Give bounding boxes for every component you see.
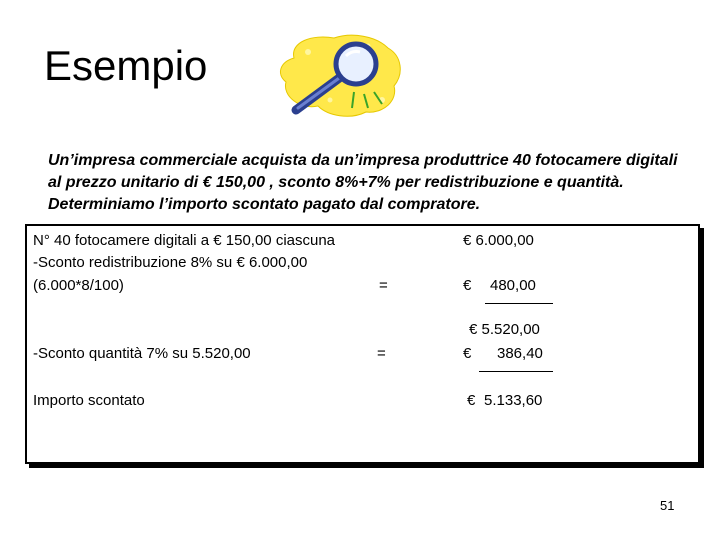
row3-value: 386,40 xyxy=(497,345,543,362)
row2-label-line1: -Sconto redistribuzione 8% su € 6.000,00 xyxy=(33,254,308,271)
row3-currency: € xyxy=(463,345,472,362)
problem-statement: Un’impresa commerciale acquista da un’impresa produttrice 40 fotocamere digitali al prezzo unitario di € 150,00 , sconto 8%+7% per redistribuzione e quantità. Determiniamo l’importo scontato pagato dal compratore. xyxy=(48,152,678,213)
row2-label-line2: (6.000*8/100) xyxy=(33,277,124,294)
subtotal-value: € 5.520,00 xyxy=(469,321,540,338)
row2-currency: € xyxy=(463,277,472,294)
row3-label: -Sconto quantità 7% su 5.520,00 xyxy=(33,345,251,362)
total-rule xyxy=(479,371,553,372)
magnifying-glass-icon xyxy=(272,30,412,120)
total-currency: € xyxy=(467,392,476,409)
total-label: Importo scontato xyxy=(33,392,145,409)
slide-title: Esempio xyxy=(44,42,208,89)
row1-value: € 6.000,00 xyxy=(463,232,534,249)
row3-equals: = xyxy=(377,345,386,362)
row2-equals: = xyxy=(379,277,388,294)
total-value: 5.133,60 xyxy=(484,392,543,409)
row2-value: 480,00 xyxy=(490,277,536,294)
row1-label: N° 40 fotocamere digitali a € 150,00 ciascuna xyxy=(33,232,336,249)
calculation-table xyxy=(25,224,700,464)
subtotal-rule xyxy=(485,303,553,304)
page-number: 51 xyxy=(660,498,675,513)
